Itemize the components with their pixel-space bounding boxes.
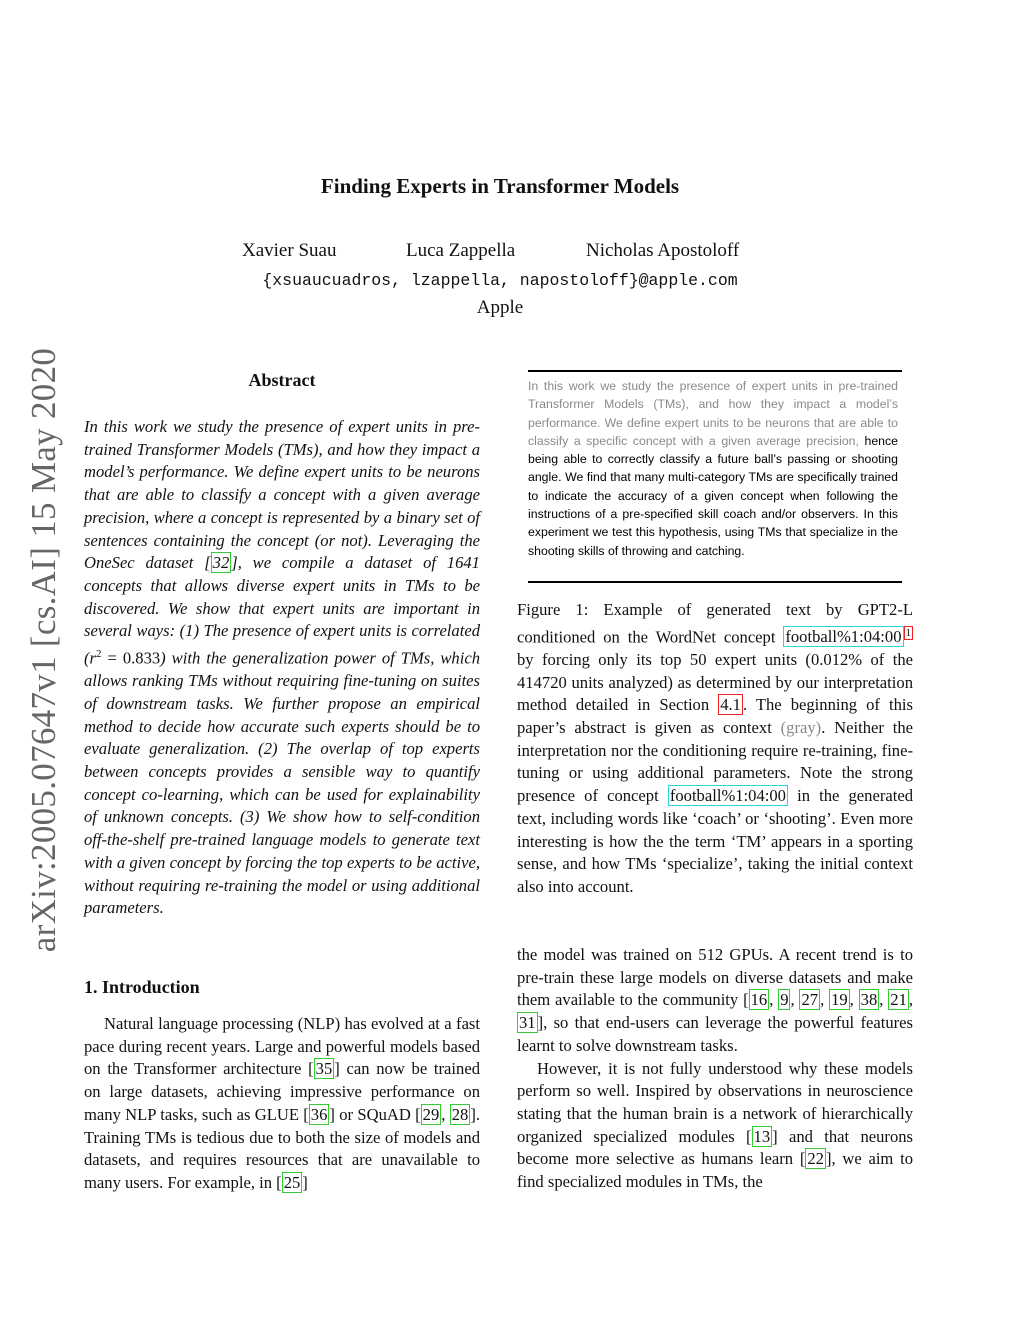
paragraph: Natural language processing (NLP) has evolved at a fast pace during recent years. Large and powerful models based on the Transformer architecture [ 35 ] can now be trained on large datasets, achieving impressive performance on many NLP tasks, such as GLUE [ 36 ] or SQuAD [ 29 , 28 ]. Training TMs is tedious due to both the size of models and datasets, and requires resources that are unavailable to many users. For example, in [ 25 ] — [84, 1014, 481, 1192]
generated-text: hence being able to correctly classify a future ball’s passing or shooting angle. We find that many multi-category TMs are specifically trained to indicate the accuracy of a given concept when following the instructions of a pre-specified skill coach and/or observers. In this experiment we test this hypothesis, using TMs that specialize in the shooting skills of throwing and catching. — [528, 433, 898, 558]
citation-link[interactable]: 28 — [451, 1104, 469, 1124]
citation-link[interactable]: 36 — [310, 1104, 328, 1124]
figure-top-rule — [528, 370, 902, 372]
figure-caption: Figure 1: Example of generated text by GPT2-L conditioned on the WordNet concept football%1:04:00 $^1$ by forcing only its top 50 expert units (0.012% of the 414720 units analyzed) as determined by our interpretation method detailed in Section 4.1 . The beginning of this paper’s abstract is given as context (gray). Neither the interpretation nor the conditioning require re-training, fine-tuning or using additional parameters. Note the strong presence of concept football%1:04:00 in the generated text, including words like ‘coach’ or ‘shooting’. Even more interesting is how the the term ‘TM’ appears in a sporting sense, and how TMs ‘specialize’, taking the initial context also into account. — [517, 600, 913, 896]
introduction-continued — [517, 944, 913, 1194]
citation-link[interactable]: 13 — [753, 1126, 771, 1146]
author-emails: {xsuaucuadros, lzappella, napostoloff}@apple.com — [262, 271, 738, 290]
citation-link[interactable]: 9 — [780, 990, 789, 1010]
citation-link[interactable]: 38 — [860, 990, 878, 1010]
citation-link[interactable]: 21 — [890, 990, 907, 1010]
introduction-body — [84, 1013, 480, 1195]
concept-link[interactable]: football%1:04:00 — [785, 627, 902, 647]
concept-link[interactable]: football%1:04:00 — [669, 786, 786, 806]
citation-link[interactable]: 32 — [212, 553, 230, 573]
section-link[interactable]: 4.1 — [720, 695, 741, 715]
paragraph: the model was trained on 512 GPUs. A recent trend is to pre-train these large models on diverse datasets and make them available to the community [ 16 , 9 , 27 , 19 , 38 , 21 , 31 ], so that end-users can leverage the powerful features learnt to solve downstream tasks. — [517, 945, 914, 1055]
citation-link[interactable]: 29 — [422, 1104, 440, 1124]
arxiv-identifier-text: arXiv:2005.07647v1 [cs.AI] 15 May 2020 — [24, 347, 63, 953]
section-heading-introduction: 1. Introduction — [84, 977, 200, 997]
citation-link[interactable]: 19 — [831, 990, 848, 1010]
figure-bottom-rule — [528, 581, 902, 583]
generated-text-figure — [528, 377, 898, 560]
citation-link[interactable]: 31 — [519, 1013, 536, 1033]
paper-title: Finding Experts in Transformer Models — [320, 174, 680, 198]
author-name: Luca Zappella — [406, 240, 516, 261]
affiliation: Apple — [476, 297, 524, 318]
citation-link[interactable]: 22 — [807, 1149, 824, 1169]
context-text: In this work we study the presence of expert units in pre-trained Transformer Models (TMs), and how they impact a model’s performance. We define expert units to be neurons that are able to classify a specific concept with a given average precision, — [528, 379, 898, 448]
author-name: Xavier Suau — [242, 240, 337, 261]
abstract-body: In this work we study the presence of expert units in pre-trained Transformer Models (TMs), and how they impact a model’s performance. We define expert units to be neurons that are able to classify a concept with a given average precision, where a concept is represented by a binary set of sentences containing the concept (or not). Leveraging the OneSec dataset [ 32 ], we compile a dataset of 1641 concepts that allows diverse expert units in TMs to be discovered. We show that expert units are important in several ways: (1) The presence of expert units is correlated $(r^2 = 0.833)$ with the generalization power of TMs, which allows ranking TMs without requiring fine-tuning on suites of downstream tasks. We further propose an empirical method to decide how accurate such experts should be to evaluate generalization. (2) The overlap of top experts between concepts provides a sensible way to quantify concept co-learning, which can be used for explainability of unknown concepts. (3) We show how to self-condition off-the-shelf pre-trained language models to generate text with a given concept by forcing the top experts to be active, without requiring re-training the model or using additional parameters. — [84, 417, 480, 918]
citation-link[interactable]: 35 — [315, 1059, 333, 1079]
citation-link[interactable]: 27 — [801, 990, 819, 1010]
footnote-link[interactable]: 1 — [905, 626, 911, 639]
abstract-heading: Abstract — [248, 370, 316, 390]
citation-link[interactable]: 25 — [283, 1172, 301, 1192]
arxiv-identifier — [24, 347, 64, 953]
citation-link[interactable]: 16 — [750, 990, 768, 1010]
paragraph: However, it is not fully understood why these models perform so well. Inspired by observations in neuroscience stating that the human brain is a network of hierarchically organized specialized modules [ 13 ] and that neurons become more selective as humans learn [ 22 ], we aim to find specialized modules in TMs, the — [517, 1058, 913, 1192]
author-name: Nicholas Apostoloff — [586, 240, 740, 261]
